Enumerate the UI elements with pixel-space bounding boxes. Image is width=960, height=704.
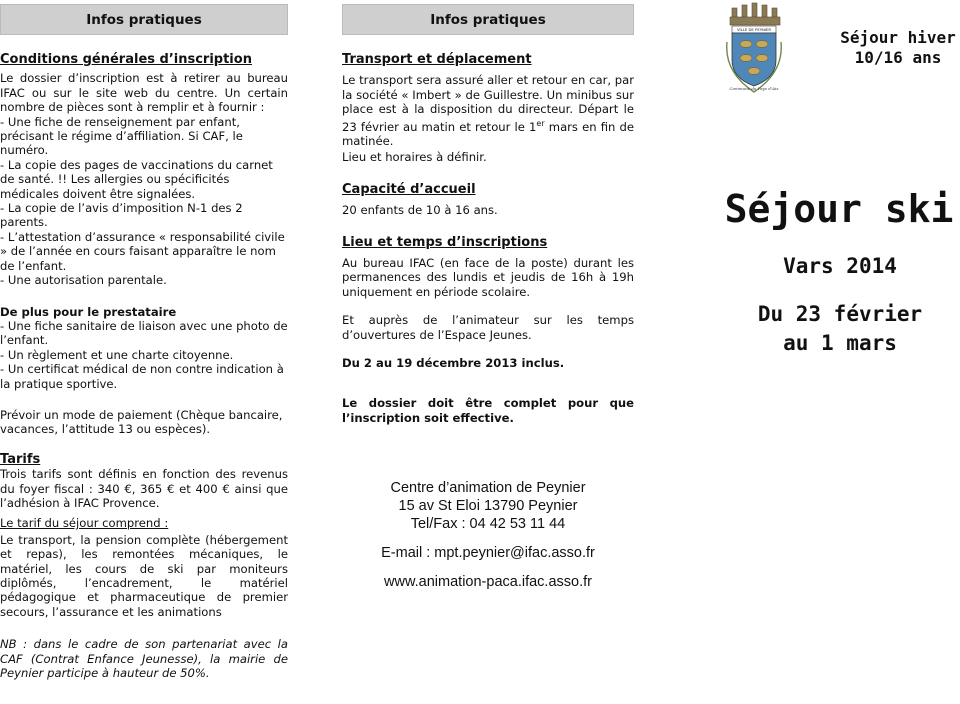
conditions-item: - La copie des pages de vaccinations du carnet de santé. !! Les allergies ou spécificités médicales doivent être signalées. <box>0 157 273 201</box>
conditions-item: - Une fiche de renseignement par enfant, précisant le régime d’affiliation. Si CAF, le numéro. <box>0 114 243 158</box>
contact-email[interactable]: E-mail : mpt.peynier@ifac.asso.fr <box>381 545 595 561</box>
prestataire-item: - Un certificat médical de non contre indication à la pratique sportive. <box>0 362 284 391</box>
prestataire-title: De plus pour le prestataire <box>0 304 177 319</box>
section-title-conditions: Conditions générales d’inscription <box>0 52 252 67</box>
section-title-tarifs: Tarifs <box>0 451 41 467</box>
contact-website[interactable]: www.animation-paca.ifac.asso.fr <box>384 574 592 590</box>
season-line: Séjour hiver <box>840 28 956 47</box>
cover-location: Vars 2014 <box>783 254 897 278</box>
season-label <box>836 28 960 68</box>
section-title-capacite: Capacité d’accueil <box>342 181 476 197</box>
column-header: Infos pratiques <box>342 4 634 35</box>
column-conditions <box>0 0 288 680</box>
column-header: Infos pratiques <box>0 4 288 35</box>
prestataire-item: - Un règlement et une charte citoyenne. <box>0 347 234 362</box>
crest-banner-text: VILLE DE PEYNIER <box>736 27 772 32</box>
contact-address: 15 av St Eloi 13790 Peynier <box>398 498 578 514</box>
tarif-comprend-text: Le transport, la pension complète (hébergement et repas), les remontées mécaniques, le matériel, les cours de ski par moniteurs diplômés, l’encadrement, le matériel pédagogique et pharmaceutique de premier secours, l’assurance et les animations <box>0 532 288 619</box>
inscription-dates: Du 2 au 19 décembre 2013 inclus. <box>342 355 565 370</box>
conditions-item: - Une autorisation parentale. <box>0 273 167 288</box>
dates-line: Du 23 février <box>757 302 923 326</box>
nb-note: NB : dans le cadre de son partenariat avec la CAF (Contrat Enfance Jeunesse), la mairie de Peynier participe à hauteur de 50%. <box>0 637 288 681</box>
tarifs-text: Trois tarifs sont définis en fonction des revenus du foyer fiscal : 340 €, 365 € et 400 € ainsi que l’adhésion à IFAC Provence. <box>0 467 288 510</box>
cover-title: Séjour ski <box>724 187 954 231</box>
dossier-note: Le dossier doit être complet pour que l’inscription soit effective. <box>342 396 634 425</box>
tarif-comprend-title: Le tarif du séjour comprend : <box>0 516 169 531</box>
conditions-item: - L’attestation d’assurance « responsabilité civile » de l’année en cours faisant apparaître le nom de l’enfant. <box>0 229 285 273</box>
conditions-item: - La copie de l’avis d’imposition N-1 des 2 parents. <box>0 201 243 230</box>
lieu-text-animateur: Et auprès de l’animateur sur les temps d’ouvertures de l’Espace Jeunes. <box>342 313 634 342</box>
age-range: 10/16 ans <box>854 48 942 67</box>
transport-place: Lieu et horaires à définir. <box>342 150 487 165</box>
peynier-crest-logo <box>722 2 786 94</box>
contact-phone: Tel/Fax : 04 42 53 11 44 <box>410 516 566 532</box>
column-infos <box>342 0 634 425</box>
conditions-intro: Le dossier d’inscription est à retirer au bureau IFAC ou sur le site web du centre. Un certain nombre de pièces sont à remplir et à fournir : <box>0 71 288 115</box>
section-title-transport: Transport et déplacement <box>342 52 532 67</box>
capacite-text: 20 enfants de 10 à 16 ans. <box>342 203 498 218</box>
transport-text: Le transport sera assuré aller et retour en car, par la société « Imbert » de Guillestre. Un minibus sur place est à la disposition du directeur. Départ le 23 février au matin et retour le 1er mars en fin de matinée. <box>342 73 634 148</box>
contact-name: Centre d’animation de Peynier <box>390 480 586 496</box>
cover-dates <box>735 300 945 358</box>
payment-note: Prévoir un mode de paiement (Chèque bancaire, vacances, l’attitude 13 ou espèces). <box>0 407 283 437</box>
crest-motto-text: Commune du Pays d’Aix <box>729 86 779 91</box>
prestataire-item: - Une fiche sanitaire de liaison avec une photo de l’enfant. <box>0 318 288 348</box>
section-title-lieu: Lieu et temps d’inscriptions <box>342 234 548 250</box>
dates-line: au 1 mars <box>783 331 897 355</box>
lieu-text: Au bureau IFAC (en face de la poste) durant les permanences des lundis et jeudis de 16h à 19h uniquement en période scolaire. <box>342 255 634 299</box>
